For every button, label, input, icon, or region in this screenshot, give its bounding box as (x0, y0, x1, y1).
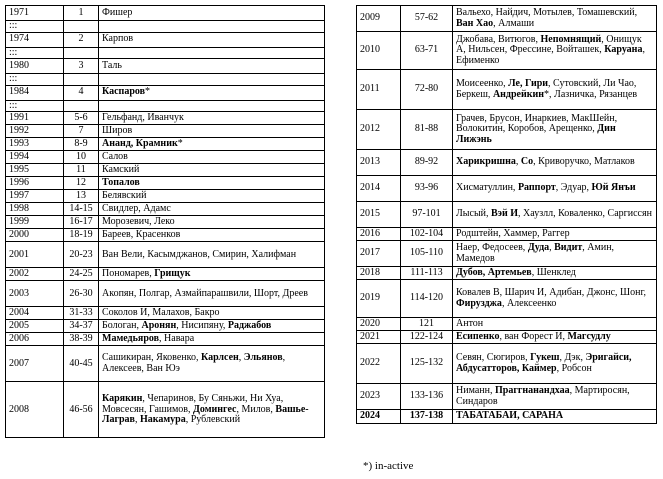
year-cell: 2018 (357, 267, 401, 280)
number-cell: 34-37 (64, 320, 99, 333)
year-cell: 1980 (6, 59, 64, 74)
players-cell (453, 241, 657, 267)
player-name: , Рублевский (185, 414, 241, 426)
player-name: , Алексеенко (501, 297, 557, 309)
player-name: , (134, 414, 140, 426)
year-cell: 1994 (6, 151, 64, 164)
number-cell: 10 (64, 151, 99, 164)
player-name: , Алексеев, Ван Юэ (102, 352, 286, 374)
players-cell (99, 125, 325, 138)
player-name: Дубов, Артемьев (456, 266, 532, 278)
year-cell: 1993 (6, 138, 64, 151)
number-cell (64, 21, 99, 33)
player-name: , Алмаши (493, 17, 535, 29)
year-cell: 2002 (6, 268, 64, 281)
players-cell (99, 281, 325, 307)
player-name: Раджабов (227, 320, 272, 332)
players-cell (453, 110, 657, 150)
table-row (6, 320, 325, 333)
players-cell (99, 320, 325, 333)
number-cell: 11 (64, 164, 99, 177)
player-name: Морозевич, Леко (102, 216, 175, 228)
year-cell: ::: (6, 74, 64, 86)
number-cell: 2 (64, 32, 99, 47)
table-row (357, 150, 657, 176)
players-cell (99, 74, 325, 86)
player-name: Харикришна (456, 156, 516, 168)
table-row (6, 138, 325, 151)
player-name: Ван Хао (456, 17, 494, 29)
players-cell (453, 410, 657, 424)
table-row (6, 216, 325, 229)
year-cell: 2016 (357, 228, 401, 241)
player-name: Магсудлу (567, 330, 611, 342)
players-cell (99, 307, 325, 320)
table-row (6, 346, 325, 382)
table-row (357, 318, 657, 331)
player-name: Аронян (141, 320, 177, 332)
year-cell: 2017 (357, 241, 401, 267)
number-cell: 13 (64, 190, 99, 203)
table-row (357, 331, 657, 344)
player-name: Фирузджа (456, 297, 502, 309)
number-cell: 16-17 (64, 216, 99, 229)
table-row (6, 164, 325, 177)
player-name: Джобава, Витюгов, (456, 33, 541, 45)
player-name: Мамедьяров (102, 333, 160, 345)
player-name: , Онищук А, Нильсен, Фрессине, Войташек, (456, 33, 642, 56)
table-row (6, 382, 325, 438)
player-name: Салов (102, 151, 128, 163)
year-cell: 2009 (357, 6, 401, 32)
players-cell (453, 32, 657, 70)
year-cell: 2019 (357, 280, 401, 318)
number-cell: 57-62 (401, 6, 453, 32)
number-cell: 20-23 (64, 242, 99, 268)
player-name: Бологан, (102, 320, 142, 332)
number-cell: 8-9 (64, 138, 99, 151)
number-cell: 7 (64, 125, 99, 138)
year-cell: 2020 (357, 318, 401, 331)
player-name: , Мартиросян, Синдаров (456, 384, 630, 407)
year-cell: 1974 (6, 32, 64, 47)
year-cell: 2003 (6, 281, 64, 307)
players-cell (453, 228, 657, 241)
year-cell: 2006 (6, 333, 64, 346)
player-name: Вэй И (491, 208, 519, 220)
player-name: , Амин, Мамедов (456, 241, 615, 264)
player-name: Грищук (154, 268, 191, 280)
year-cell: 1995 (6, 164, 64, 177)
player-name: , Сутовский, Ли Чао, Беркеш, (456, 77, 637, 100)
year-cell: ::: (6, 47, 64, 59)
players-cell (99, 6, 325, 21)
number-cell: 137-138 (401, 410, 453, 424)
year-cell: 2008 (6, 382, 64, 438)
player-name: Родштейн, Хаммер, Раггер (456, 227, 570, 239)
year-cell: 2012 (357, 110, 401, 150)
table-row (357, 110, 657, 150)
player-name: Гукеш (530, 351, 560, 363)
number-cell: 3 (64, 59, 99, 74)
number-cell: 18-19 (64, 229, 99, 242)
year-cell: 1992 (6, 125, 64, 138)
number-cell: 133-136 (401, 384, 453, 410)
year-cell: 2021 (357, 331, 401, 344)
number-cell: 93-96 (401, 176, 453, 202)
players-cell (99, 229, 325, 242)
table-row (6, 21, 325, 33)
player-name: Накамура (139, 414, 186, 426)
players-cell (99, 47, 325, 59)
table-row (6, 333, 325, 346)
player-name: , Ефименко (456, 44, 645, 66)
player-name: Гельфанд, Иванчук (102, 112, 184, 124)
player-name: Белявский (102, 190, 147, 202)
player-name: Эригайси, Абдусатторов, Каймер (456, 351, 632, 374)
number-cell: 97-101 (401, 202, 453, 228)
player-name: , (549, 241, 555, 253)
table-row (6, 6, 325, 21)
table-row (6, 242, 325, 268)
year-cell: 1991 (6, 112, 64, 125)
players-cell (99, 100, 325, 112)
number-cell: 105-110 (401, 241, 453, 267)
table-row (357, 70, 657, 110)
number-cell: 81-88 (401, 110, 453, 150)
table-row (6, 203, 325, 216)
number-cell (64, 47, 99, 59)
number-cell: 125-132 (401, 344, 453, 384)
player-name: Сашикиран, Яковенко, (102, 352, 201, 364)
table-row (6, 151, 325, 164)
player-name: , Эдуар, (555, 182, 592, 194)
table-row (357, 410, 657, 424)
players-cell (453, 267, 657, 280)
player-name: , Робсон (556, 362, 592, 374)
year-cell: 2024 (357, 410, 401, 424)
year-cell: 1998 (6, 203, 64, 216)
player-name: , Криворучко, Матлаков (533, 156, 635, 168)
player-name: , Шенклед (531, 266, 576, 278)
table-row (6, 47, 325, 59)
player-name: Вашье-Лаграв (102, 403, 309, 426)
number-cell: 40-45 (64, 346, 99, 382)
table-row (357, 280, 657, 318)
number-cell (64, 74, 99, 86)
player-name: Наер, Федосеев, (456, 241, 528, 253)
table-row (357, 344, 657, 384)
table-row (6, 281, 325, 307)
player-name: Топалов (102, 177, 140, 189)
players-cell (99, 151, 325, 164)
number-cell (64, 100, 99, 112)
table-row (357, 6, 657, 32)
table-row (6, 229, 325, 242)
player-name: Праггнанандхаа (494, 384, 570, 396)
players-cell (99, 59, 325, 74)
player-name: Севян, Сюгиров, (456, 351, 531, 363)
year-cell: ::: (6, 100, 64, 112)
year-cell: 2011 (357, 70, 401, 110)
right-grandmaster-table (356, 5, 657, 424)
player-name: Дуда (527, 241, 550, 253)
player-name: , Дэк, (559, 351, 586, 363)
players-cell (453, 202, 657, 228)
players-cell (99, 242, 325, 268)
year-cell: 1999 (6, 216, 64, 229)
player-name: , Чепаринов, Бу Сяньжи, Ни Хуа, Мовсесян, Гашимов, (102, 392, 284, 415)
player-name: Пономарев, (102, 268, 155, 280)
player-name: ТАБАТАБАИ, САРАНА (456, 410, 564, 422)
player-name: Лысый, (456, 208, 492, 220)
player-name: Непомнящий (540, 33, 602, 45)
players-cell (453, 344, 657, 384)
player-name: Вальехо, Найдич, Мотылев, Томашевский, (456, 6, 638, 18)
table-row (357, 241, 657, 267)
number-cell: 38-39 (64, 333, 99, 346)
player-name: * (145, 86, 151, 98)
player-name: Таль (102, 59, 122, 71)
player-name: Карлсен (200, 352, 239, 364)
players-cell (99, 190, 325, 203)
player-name: , Милов, (236, 403, 276, 415)
year-cell: 2005 (6, 320, 64, 333)
year-cell: 2004 (6, 307, 64, 320)
year-cell: 2022 (357, 344, 401, 384)
table-row (357, 176, 657, 202)
player-name: Есипенко (456, 330, 500, 342)
players-cell (99, 203, 325, 216)
table-row (357, 267, 657, 280)
player-name: Ананд, Крамник (102, 138, 178, 150)
player-name: Ниманн, (456, 384, 495, 396)
players-cell (99, 164, 325, 177)
year-cell: 2015 (357, 202, 401, 228)
player-name: Карпов (102, 33, 134, 45)
table-row (357, 228, 657, 241)
players-cell (99, 85, 325, 100)
table-row (6, 74, 325, 86)
table-row (6, 59, 325, 74)
players-cell (99, 333, 325, 346)
table-row (6, 125, 325, 138)
players-cell (453, 6, 657, 32)
year-cell: 2001 (6, 242, 64, 268)
year-cell: 2000 (6, 229, 64, 242)
players-cell (99, 32, 325, 47)
number-cell: 14-15 (64, 203, 99, 216)
table-row (6, 100, 325, 112)
table-row (6, 307, 325, 320)
number-cell: 72-80 (401, 70, 453, 110)
number-cell: 31-33 (64, 307, 99, 320)
table-row (6, 190, 325, 203)
number-cell: 12 (64, 177, 99, 190)
player-name: Видит (554, 241, 583, 253)
players-cell (99, 216, 325, 229)
players-cell (99, 21, 325, 33)
players-cell (99, 138, 325, 151)
number-cell: 111-113 (401, 267, 453, 280)
year-cell: 2010 (357, 32, 401, 70)
number-cell: 102-104 (401, 228, 453, 241)
year-cell: ::: (6, 21, 64, 33)
number-cell: 114-120 (401, 280, 453, 318)
player-name: Ле, Гири (508, 77, 549, 89)
player-name: Андрейкин (492, 88, 545, 100)
players-cell (453, 70, 657, 110)
player-name: , Хаузлл, Коваленко, Саргиссян (518, 208, 652, 220)
players-cell (453, 176, 657, 202)
table-row (6, 112, 325, 125)
player-name: Эльянов (243, 352, 283, 364)
player-name: , (238, 352, 244, 364)
number-cell: 89-92 (401, 150, 453, 176)
player-name: Соколов И, Малахов, Бакро (102, 307, 220, 319)
player-name: Раппорт (517, 182, 556, 194)
table-row (357, 32, 657, 70)
number-cell: 26-30 (64, 281, 99, 307)
number-cell: 4 (64, 85, 99, 100)
table-row (6, 268, 325, 281)
table-row (357, 202, 657, 228)
player-name: Каруана (604, 44, 643, 56)
number-cell: 24-25 (64, 268, 99, 281)
players-cell (453, 384, 657, 410)
player-name: Ковалев В, Шарич И, Адибан, Джонс, Шонг, (456, 286, 646, 298)
player-name: Хисматуллин, (456, 182, 518, 194)
player-name: Антон (456, 317, 484, 329)
year-cell: 2014 (357, 176, 401, 202)
number-cell: 63-71 (401, 32, 453, 70)
number-cell: 121 (401, 318, 453, 331)
player-name: , Нисипяну, (176, 320, 228, 332)
player-name: * (177, 138, 183, 150)
year-cell: 2007 (6, 346, 64, 382)
year-cell: 2023 (357, 384, 401, 410)
player-name: Дин Лижэнь (456, 123, 616, 145)
table-row (357, 384, 657, 410)
number-cell: 122-124 (401, 331, 453, 344)
players-cell (453, 318, 657, 331)
player-name: Ван Вели, Касымджанов, Смирин, Халифман (102, 248, 297, 260)
table-row (6, 177, 325, 190)
player-name: Свидлер, Адамс (102, 203, 171, 215)
footnote: *) in-active (363, 460, 414, 472)
players-cell (99, 177, 325, 190)
player-name: Бареев, Красенков (102, 229, 181, 241)
player-name: , Навара (159, 333, 195, 345)
player-name: Грачев, Брусон, Инаркиев, МакШейн, Волокитин, Коробов, Арещенко, (456, 112, 618, 135)
player-name: Камский (102, 164, 140, 176)
players-cell (453, 150, 657, 176)
players-cell (99, 346, 325, 382)
left-grandmaster-table (5, 5, 325, 438)
player-name: Фишер (102, 6, 133, 18)
player-name: Широв (102, 125, 133, 137)
number-cell: 5-6 (64, 112, 99, 125)
player-name: Домингес (193, 403, 237, 415)
year-cell: 1997 (6, 190, 64, 203)
player-name: Акопян, Полгар, Азмайпарашвили, Шорт, Дреев (102, 287, 308, 299)
player-name: Каспаров (102, 86, 146, 98)
number-cell: 46-56 (64, 382, 99, 438)
players-cell (99, 268, 325, 281)
player-name: Карякин (102, 392, 143, 404)
player-name: , ван Форест И, (499, 330, 568, 342)
year-cell: 1996 (6, 177, 64, 190)
players-cell (453, 280, 657, 318)
player-name: Со (520, 156, 534, 168)
table-row (6, 85, 325, 100)
table-row (6, 32, 325, 47)
player-name: *, Лазничка, Рязанцев (544, 88, 638, 100)
players-cell (453, 331, 657, 344)
number-cell: 1 (64, 6, 99, 21)
year-cell: 2013 (357, 150, 401, 176)
players-cell (99, 382, 325, 438)
player-name: Моисеенко, (456, 77, 509, 89)
year-cell: 1984 (6, 85, 64, 100)
players-cell (99, 112, 325, 125)
player-name: Юй Янъи (591, 182, 636, 194)
year-cell: 1971 (6, 6, 64, 21)
player-name: , (515, 156, 521, 168)
